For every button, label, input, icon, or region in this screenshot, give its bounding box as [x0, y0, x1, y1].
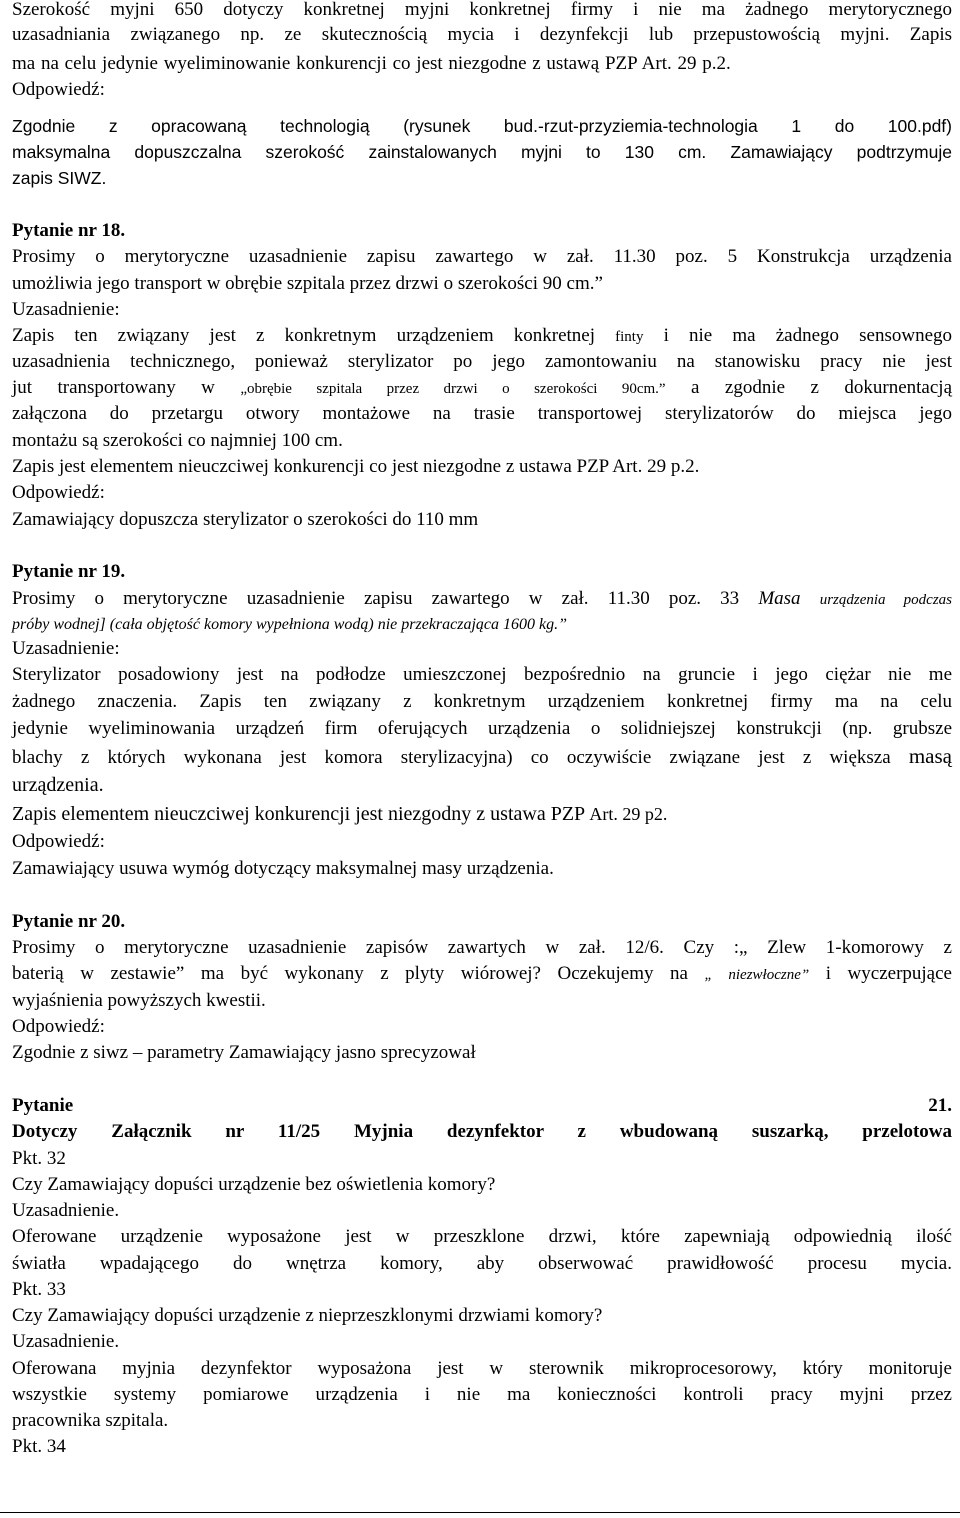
text-line: ma na celu jedynie wyeliminowanie konkurencji co jest niezgodne z ustawą PZP Art. 29 p.2. [12, 53, 731, 74]
text-line: Zamawiający dopuszcza sterylizator o szerokości do 110 mm [12, 509, 479, 530]
text-line: Czy Zamawiający dopuści urządzenie bez oświetlenia komory? [12, 1174, 496, 1195]
text-line: Pkt. 32 [12, 1148, 66, 1169]
question-heading: Pytanie nr 19. [12, 561, 126, 582]
text-line: blachy z których wykonana jest komora sterylizacyjna) co oczywiście związane jest z większa masą [12, 744, 952, 768]
text-line: światła wpadającego do wnętrza komory, aby obserwować prawidłowość procesu mycia. [12, 1253, 952, 1274]
question-heading: Pytanie nr 20. [12, 911, 126, 932]
text-line: Czy Zamawiający dopuści urządzenie z nieprzeszklonymi drzwiami komory? [12, 1305, 603, 1326]
page-bottom-rule [0, 1512, 960, 1513]
justification-label: Uzasadnienie. [12, 1331, 120, 1352]
justification-label: Uzasadnienie. [12, 1200, 120, 1221]
text-line: pracownika szpitala. [12, 1410, 169, 1431]
text-line: Pkt. 34 [12, 1436, 66, 1457]
text-line: Prosimy o merytoryczne uzasadnienie zapisu zawartego w zał. 11.30 poz. 5 Konstrukcja urządzenia [12, 246, 952, 267]
text-line: Sterylizator posadowiony jest na podłodze umieszczonej bezpośrednio na gruncie i jego ciężar nie me [12, 664, 952, 685]
text-line: jedynie wyeliminowania urządzeń firm oferujących urządzenia o solidniejszej konstrukcji (np. grubsze [12, 718, 952, 739]
answer-label: Odpowiedź: [12, 831, 105, 852]
text-line: Zapis ten związany jest z konkretnym urządzeniem konkretnej finty i nie ma żadnego sensownego [12, 325, 953, 346]
text-line: zapis SIWZ. [12, 168, 107, 188]
text-line: uzasadnienia technicznego, ponieważ sterylizator po jego zamontowaniu na stanowisku pracy nie jest [12, 351, 952, 372]
text-line: jut transportowany w „obrębie szpitala przez drzwi o szerokości 90cm.” a zgodnie z dokurnentacją [12, 377, 953, 398]
text-line: Dotyczy Załącznik nr 11/25 Myjnia dezynfektor z wbudowaną suszarką, przelotowa [12, 1121, 952, 1142]
text-line: Zgodnie z opracowaną technologią (rysunek bud.-rzut-przyziemia-technologia 1 do 100.pdf) [12, 116, 952, 136]
justification-label: Uzasadnienie: [12, 299, 120, 320]
text-line: Oferowana myjnia dezynfektor wyposażona jest w sterownik mikroprocesorowy, który monitoruje [12, 1358, 952, 1379]
text-line: maksymalna dopuszczalna szerokość zainstalowanych myjni to 130 cm. Zamawiający podtrzymuje [12, 142, 952, 162]
text-line: Oferowane urządzenie wyposażone jest w przeszklone drzwi, które zapewniają odpowiednią ilość [12, 1226, 952, 1247]
text-line: Prosimy o merytoryczne uzasadnienie zapisu zawartego w zał. 11.30 poz. 33 Masa urządzenia podczas [12, 588, 953, 609]
text-line: baterią w zestawie” ma być wykonany z plyty wiórowej? Oczekujemy na „ niezwłoczne” i wyczerpujące [12, 963, 952, 984]
text-line: Zamawiający usuwa wymóg dotyczący maksymalnej masy urządzenia. [12, 858, 554, 879]
text-line: Zgodnie z siwz – parametry Zamawiający jasno sprecyzował [12, 1042, 476, 1063]
question-heading: Pytanie 21. [12, 1095, 952, 1116]
text-line: wszystkie systemy pomiarowe urządzenia i nie ma konieczności kontroli pracy myjni przez [12, 1384, 952, 1405]
text-line: urządzenia. [12, 774, 104, 796]
justification-label: Uzasadnienie: [12, 638, 120, 659]
text-line: uzasadniania związanego np. ze skutecznością mycia i dezynfekcji lub przepustowością myjni. Zapis [12, 24, 952, 45]
text-line: żadnego znaczenia. Zapis ten związany z konkretnym urządzeniem konkretnej firmy ma na celu [12, 691, 952, 712]
text-line: Zapis elementem nieuczciwej konkurencji jest niezgodny z ustawa PZP Art. 29 p2. [12, 803, 668, 825]
text-line: Szerokość myjni 650 dotyczy konkretnej myjni konkretnej firmy i nie ma żadnego merytorycznego [12, 0, 952, 20]
text-line: wyjaśnienia powyższych kwestii. [12, 990, 266, 1011]
text-line: próby wodnej] (cała objętość komory wypełniona wodą) nie przekraczająca 1600 kg.” [12, 616, 568, 633]
text-line: Zapis jest elementem nieuczciwej konkurencji co jest niezgodne z ustawa PZP Art. 29 p.2. [12, 456, 700, 477]
text-line: Pkt. 33 [12, 1279, 66, 1300]
text-line: załączona do przetargu otwory montażowe na trasie transportowej sterylizatorów do miejsca jego [12, 403, 952, 424]
question-heading: Pytanie nr 18. [12, 220, 126, 241]
text-line: montażu są szerokości co najmniej 100 cm. [12, 430, 343, 451]
text-line: umożliwia jego transport w obrębie szpitala przez drzwi o szerokości 90 cm.” [12, 273, 603, 294]
answer-label: Odpowiedź: [12, 79, 105, 100]
answer-label: Odpowiedź: [12, 1016, 105, 1037]
text-line: Prosimy o merytoryczne uzasadnienie zapisów zawartych w zał. 12/6. Czy :„ Zlew 1-komorowy z [12, 937, 952, 958]
answer-label: Odpowiedź: [12, 482, 105, 503]
